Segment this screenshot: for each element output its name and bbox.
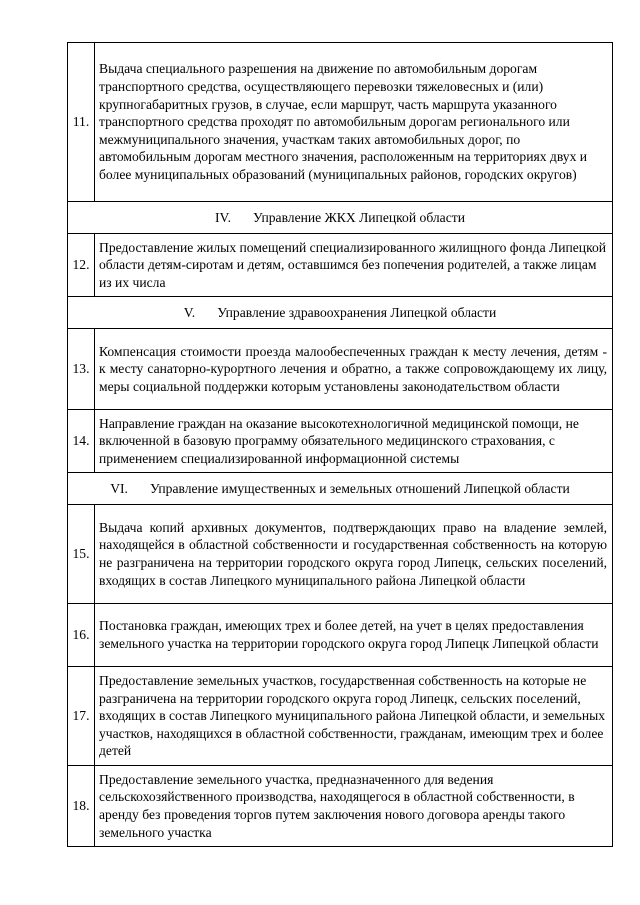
row-number: 17. xyxy=(68,667,95,766)
section-heading xyxy=(68,297,613,329)
service-description: Предоставление земельных участков, государственная собственность на которые не разграничена на территории городского округа город Липецк, сельских поселений, входящих в состав Липецкого муниципального района Липецкой области, и земельных участков, находящихся в областной собственности, гражданам, имеющим трех и более детей xyxy=(95,667,613,766)
row-number: 14. xyxy=(68,410,95,473)
service-description: Направление граждан на оказание высокотехнологичной медицинской помощи, не включенной в базовую программу обязательного медицинского страхования, с применением специализированной информационной системы xyxy=(95,410,613,473)
section-header-row xyxy=(68,297,613,329)
row-number: 11. xyxy=(68,43,95,202)
row-number: 18. xyxy=(68,766,95,847)
services-table xyxy=(67,42,613,847)
section-title: Управление ЖКХ Липецкой области xyxy=(253,209,465,225)
table-row xyxy=(68,43,613,202)
row-number: 13. xyxy=(68,329,95,410)
table-row xyxy=(68,604,613,667)
service-description: Предоставление земельного участка, предназначенного для ведения сельскохозяйственного производства, находящегося в областной собственности, в аренду без проведения торгов путем заключения нового договора аренды такого земельного участка xyxy=(95,766,613,847)
table-row xyxy=(68,234,613,297)
table-row xyxy=(68,667,613,766)
section-title: Управление имущественных и земельных отношений Липецкой области xyxy=(149,480,570,496)
row-number: 16. xyxy=(68,604,95,667)
section-title: Управление здравоохранения Липецкой области xyxy=(217,304,497,320)
section-header-row xyxy=(68,202,613,234)
table-row xyxy=(68,505,613,604)
table-row xyxy=(68,410,613,473)
service-description: Выдача специального разрешения на движение по автомобильным дорогам транспортного средства, осуществляющего перевозки тяжеловесных и (или) крупногабаритных грузов, в случае, если маршрут, часть маршрута указанного транспортного средства проходят по автомобильным дорогам регионального или межмуниципального значения, участкам таких автомобильных дорог, по автомобильным дорогам местного значения, расположенным на территориях двух и более муниципальных образований (муниципальных районов, городских округов) xyxy=(95,43,613,202)
table-row xyxy=(68,766,613,847)
section-number: V. xyxy=(183,304,196,320)
row-number: 15. xyxy=(68,505,95,604)
section-number: IV. xyxy=(215,209,232,225)
section-number: VI. xyxy=(110,480,128,496)
service-description: Компенсация стоимости проезда малообеспеченных граждан к месту лечения, детям - к месту санаторно-курортного лечения и обратно, а также сопровождающему их лицу, меры социальной поддержки которым установлены законодательством области xyxy=(95,329,613,410)
service-description: Предоставление жилых помещений специализированного жилищного фонда Липецкой области детям-сиротам и детям, оставшимся без попечения родителей, а также лицам из их числа xyxy=(95,234,613,297)
service-description: Постановка граждан, имеющих трех и более детей, на учет в целях предоставления земельного участка на территории городского округа город Липецк Липецкой области xyxy=(95,604,613,667)
service-description: Выдача копий архивных документов, подтверждающих право на владение землей, находящейся в областной собственности и государственная собственность на которую не разграничена на территории городского округа город Липецк, сельских поселений, входящих в состав Липецкого муниципального района Липецкой области xyxy=(95,505,613,604)
section-heading xyxy=(68,202,613,234)
section-heading xyxy=(68,473,613,505)
row-number: 12. xyxy=(68,234,95,297)
table-row xyxy=(68,329,613,410)
section-header-row xyxy=(68,473,613,505)
